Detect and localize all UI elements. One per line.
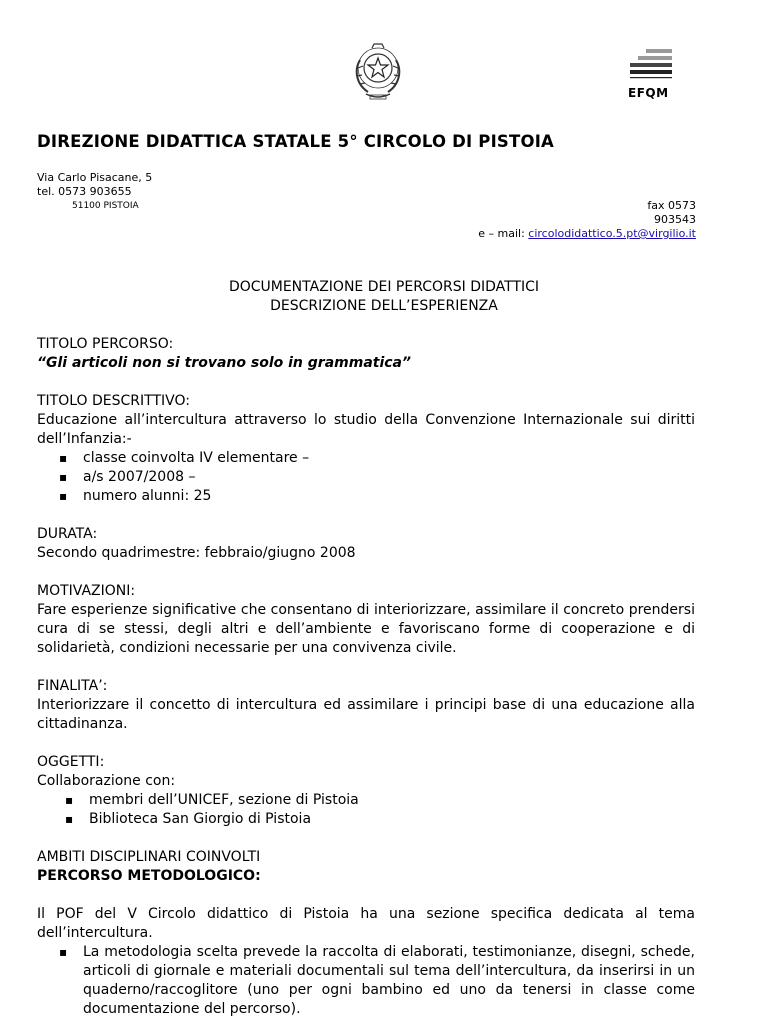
emblem-icon [350,40,406,102]
document-title-line-1: DOCUMENTAZIONE DEI PERCORSI DIDATTICI [228,279,540,295]
titolo-descrittivo-text: Educazione all’intercultura attraverso lo studio della Convenzione Internazionale sui diritti dell’Infanzia:- [37,412,695,447]
oggetti-intro: Collaborazione con: [37,773,176,789]
phone-line: tel. 0573 903655 [37,185,132,198]
titolo-descrittivo-list [37,449,695,506]
email-label: e – mail: [478,227,529,240]
efqm-logo-text: EFQM [628,86,669,100]
ambiti-heading: AMBITI DISCIPLINARI COINVOLTI [37,849,261,865]
durata-label: DURATA [37,526,93,542]
address [37,171,152,199]
list-item: ▪ a/s 2007/2008 – [37,468,695,487]
percorso-label: PERCORSO METODOLOGICO: [37,868,261,884]
section-heading: FINALITA’: [37,678,108,694]
document-body [37,335,695,1019]
email-link[interactable]: circolodidattico.5.pt@virgilio.it [528,227,696,240]
section-heading: DURATA: [37,526,98,542]
fax-line-1: fax 0573 [647,199,696,212]
finalita-text: Interiorizzare il concetto di intercultura ed assimilare i principi base di una educazione alla cittadinanza. [37,697,695,732]
list-item: ▪ membri dell’UNICEF, sezione di Pistoia [37,791,695,810]
durata-text: Secondo quadrimestre: febbraio/giugno 2008 [37,545,356,561]
percorso-heading [37,867,695,886]
oggetti-label: OGGETTI [37,754,100,770]
section-heading: OGGETTI: [37,754,105,770]
motivazioni-label: MOTIVAZIONI [37,583,131,599]
document-title [0,278,768,316]
section-heading: TITOLO DESCRITTIVO: [37,393,190,409]
fax-line-2: 903543 [654,213,696,226]
titolo-percorso-value [37,354,695,373]
section-heading: TITOLO PERCORSO: [37,336,174,352]
finalita-label: FINALITA’ [37,678,103,694]
list-item: ▪ classe coinvolta IV elementare – [37,449,695,468]
list-item: ▪ numero alunni: 25 [37,487,695,506]
titolo-percorso-text: “Gli articoli non si trovano solo in grammatica” [37,355,412,371]
email-line [478,227,696,241]
contact-block [478,199,696,241]
address-line: Via Carlo Pisacane, 5 [37,171,153,184]
motivazioni-text: Fare esperienze significative che consentano di interiorizzare, assimilare il concreto prendersi cura di se stessi, degli altri e dell’ambiente e favoriscano forme di cooperazione e di solidarietà, condizioni necessarie per una convivenza civile. [37,602,695,656]
list-item: ▪ Biblioteca San Giorgio di Pistoia [37,810,695,829]
postal-code: 51100 PISTOIA [72,201,139,211]
percorso-list [37,943,695,1019]
percorso-text: Il POF del V Circolo didattico di Pistoia ha una sezione specifica dedicata al tema dell’intercultura. [37,906,695,941]
oggetti-list [37,791,695,829]
titolo-descrittivo-label: TITOLO DESCRITTIVO [37,393,186,409]
section-heading: MOTIVAZIONI: [37,583,136,599]
list-item: ▪ La metodologia scelta prevede la raccolta di elaborati, testimonianze, disegni, schede, articoli di giornale e materiali documentali sul tema dell’intercultura, da inserirsi in un quaderno/raccoglitore (uno per ogni bambino ed uno da tenersi in classe come documentazione del percorso). [37,943,695,1019]
document-title-line-2: DESCRIZIONE DELL’ESPERIENZA [270,298,498,314]
titolo-percorso-label: TITOLO PERCORSO [37,336,169,352]
school-title: DIREZIONE DIDATTICA STATALE 5° CIRCOLO DI PISTOIA [37,132,555,151]
